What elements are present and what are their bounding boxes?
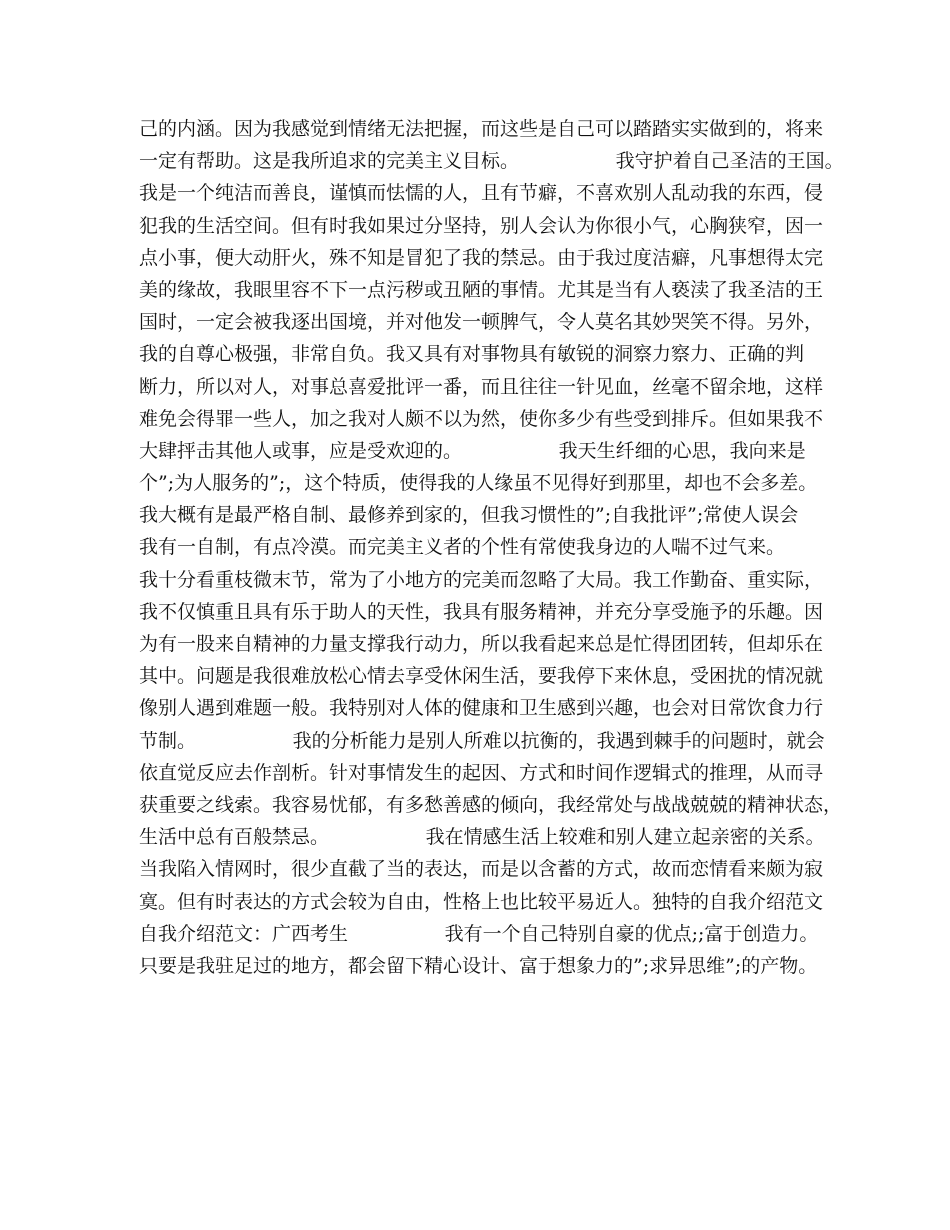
text-line: 点小事，便大动肝火，殊不知是冒犯了我的禁忌。由于我过度洁癖，凡事想得太完	[139, 246, 824, 269]
text-line: 依直觉反应去作剖析。针对事情发生的起因、方式和时间作逻辑式的推理，从而寻	[139, 761, 824, 784]
text-line: 断力，所以对人，对事总喜爱批评一番，而且往往一针见血，丝毫不留余地，这样	[139, 375, 824, 398]
text-line: 个”;为人服务的”;，这个特质，使得我的人缘虽不见得好到那里，却也不会多差。	[139, 472, 818, 495]
text-line: 获重要之线索。我容易忧郁，有多愁善感的倾向，我经常处与战战兢兢的精神状态，	[139, 793, 843, 816]
text-line: 寞。但有时表达的方式会较为自由，性格上也比较平易近人。独特的自我介绍范文	[139, 890, 824, 913]
text-line: 难免会得罪一些人，加之我对人颇不以为然，使你多少有些受到排斥。但如果我不	[139, 407, 824, 430]
text-line: 犯我的生活空间。但有时我如果过分坚持，别人会认为你很小气，心胸狭窄，因一	[139, 214, 824, 237]
text-line: 只要是我驻足过的地方，都会留下精心设计、富于想象力的”;求异思维”;的产物。	[139, 954, 818, 977]
text-line: 当我陷入情网时，很少直截了当的表达，而是以含蓄的方式，故而恋情看来颇为寂	[139, 858, 824, 881]
text-line: 我是一个纯洁而善良，谨慎而怯懦的人，且有节癖，不喜欢别人乱动我的东西，侵	[139, 182, 824, 205]
text-line: 自我介绍范文：广西考生 我有一个自己特别自豪的优点;;富于创造力。	[139, 922, 819, 945]
text-line: 国时，一定会被我逐出国境，并对他发一顿脾气，令人莫名其妙哭笑不得。另外，	[139, 311, 824, 334]
text-line: 大肆抨击其他人或事，应是受欢迎的。 我天生纤细的心思，我向来是	[139, 439, 806, 462]
text-line: 我不仅慎重且具有乐于助人的天性，我具有服务精神，并充分享受施予的乐趣。因	[139, 600, 824, 623]
text-line: 美的缘故，我眼里容不下一点污秽或丑陋的事情。尤其是当有人亵渎了我圣洁的王	[139, 278, 824, 301]
text-line: 生活中总有百般禁忌。 我在情感生活上较难和别人建立起亲密的关系。	[139, 826, 825, 849]
text-line: 其中。问题是我很难放松心情去享受休闲生活，要我停下来休息，受困扰的情况就	[139, 665, 824, 688]
text-line: 一定有帮助。这是我所追求的完美主义目标。 我守护着自己圣洁的王国。	[139, 150, 844, 173]
text-line: 我的自尊心极强，非常自负。我又具有对事物具有敏锐的洞察力察力、正确的判	[139, 343, 805, 366]
text-line: 我大概有是最严格自制、最修养到家的，但我习惯性的”;自我批评”;常使人误会	[139, 504, 799, 527]
text-line: 为有一股来自精神的力量支撑我行动力，所以我看起来总是忙得团团转，但却乐在	[139, 633, 824, 655]
body-text	[139, 113, 844, 982]
text-line: 我十分看重枝微末节，常为了小地方的完美而忽略了大局。我工作勤奋、重实际，	[139, 568, 824, 591]
text-line: 像别人遇到难题一般。我特别对人体的健康和卫生感到兴趣，也会对日常饮食力行	[139, 697, 824, 720]
text-line: 己的内涵。因为我感觉到情绪无法把握，而这些是自己可以踏踏实实做到的，将来	[139, 118, 824, 140]
text-line: 我有一自制，有点冷漠。而完美主义者的个性有常使我身边的人喘不过气来。	[139, 536, 786, 559]
text-line: 节制。 我的分析能力是别人所难以抗衡的，我遇到棘手的问题时，就会	[139, 729, 825, 752]
